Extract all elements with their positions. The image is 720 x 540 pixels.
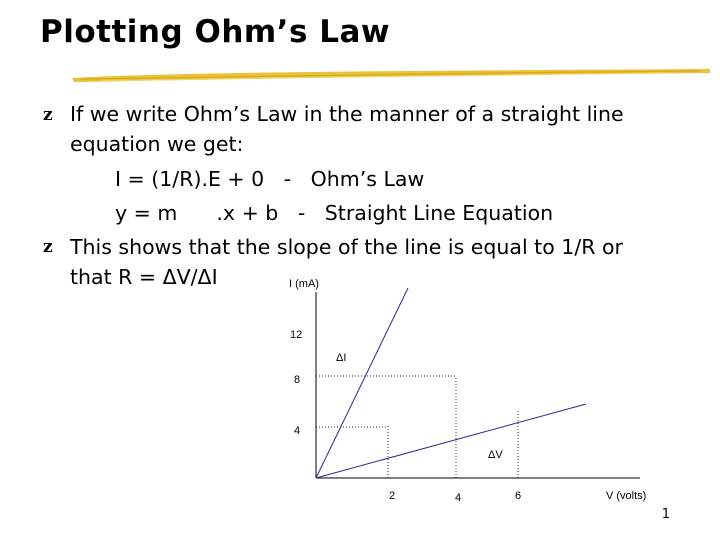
y-tick-12: 12 [290,329,303,341]
x-axis-label: V (volts) [606,490,647,502]
bullet-1-line-2: equation we get: [70,132,244,156]
straight-line-equation: y = m .x + b - Straight Line Equation [115,201,554,225]
slide-title: Plotting Ohm’s Law [40,14,391,50]
bullet-mark: z [43,237,53,257]
x-tick-2: 2 [389,490,396,502]
delta-v-label: ΔV [488,449,503,461]
bullet-2-line-1: This shows that the slope of the line is equal to 1/R or [70,235,623,259]
x-tick-6: 6 [515,490,522,502]
x-tick-4: 4 [455,492,462,504]
delta-i-label: ΔI [336,352,347,364]
shallow-line [316,404,586,478]
bullet-1-line-1: If we write Ohm’s Law in the manner of a straight line [70,102,624,126]
y-tick-4: 4 [294,425,301,437]
y-tick-8: 8 [294,374,301,386]
page-number: 1 [661,507,670,522]
bullet-2-line-2: that R = ΔV/ΔI [70,265,218,289]
steep-line [316,288,408,478]
ohms-law-equation: I = (1/R).E + 0 - Ohm’s Law [115,167,425,191]
y-axis-label: I (mA) [289,278,319,290]
bullet-mark: z [43,105,53,125]
